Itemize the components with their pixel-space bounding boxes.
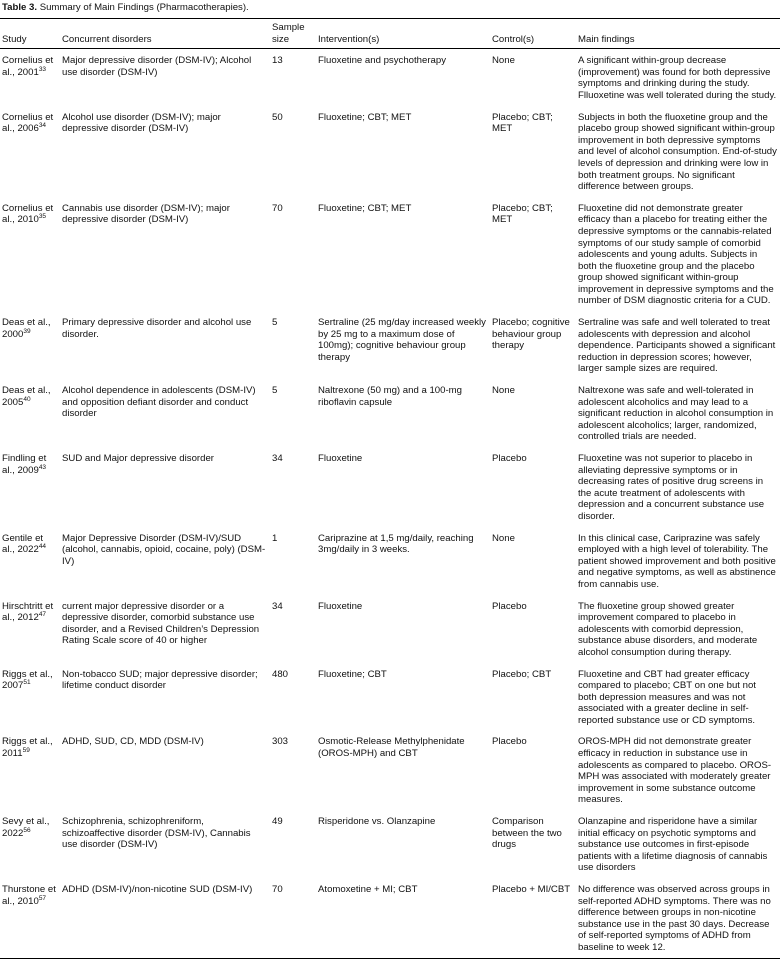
disorders-cell: Major Depressive Disorder (DSM-IV)/SUD (alcohol, cannabis, opioid, cocaine, poly) (DSM-IV): [62, 532, 266, 567]
reference-number: 34: [38, 121, 47, 129]
intervention-cell: Fluoxetine: [318, 600, 363, 612]
reference-number: 57: [38, 894, 47, 902]
findings-cell: Fluoxetine did not demonstrate greater efficacy than a placebo for treating either the depressive symptoms or the cannabis-related symptoms of our study sample of comorbid adolescents and young adults. Subjects in both the fluoxetine group and the placebo group showed significant within-group improvement in depressive symptoms and the number of DSM diagnostic criteria for a CUD.: [578, 202, 774, 307]
control-cell: Placebo: [492, 600, 527, 612]
reference-number: 33: [38, 65, 47, 73]
study-name: Cornelius et al., 2010: [2, 202, 54, 226]
table-row: [0, 49, 780, 106]
reference-number: 56: [23, 826, 31, 834]
study-cell: [0, 311, 60, 379]
disorders-cell: SUD and Major depressive disorder: [62, 453, 214, 464]
reference-number: 59: [22, 746, 30, 754]
table-body: [0, 49, 780, 958]
table-title: Summary of Main Findings (Pharmacotherapies).: [39, 2, 249, 13]
header-sample-size: Sample size: [272, 22, 305, 45]
findings-cell: A significant within-group decrease (improvement) was found for both depressive symptoms and drinking during the study. Flluoxetine was well tolerated during the study.: [578, 55, 777, 101]
disorders-cell: Alcohol dependence in adolescents (DSM-IV) and opposition defiant disorder and conduct disorder: [62, 385, 256, 420]
control-cell: Placebo; CBT; MET: [492, 111, 553, 135]
disorders-cell: Non-tobacco SUD; major depressive disorder; lifetime conduct disorder: [62, 668, 258, 692]
control-cell: Placebo; cognitive behaviour group therapy: [492, 317, 570, 352]
disorders-cell: Cannabis use disorder (DSM-IV); major depressive disorder (DSM-IV): [62, 202, 230, 226]
sample-size-cell: 5: [272, 317, 278, 329]
table-row: [0, 663, 780, 731]
study-cell: [0, 730, 60, 810]
reference-number: 51: [23, 678, 31, 686]
header-controls: Control(s): [492, 33, 535, 45]
sample-size-cell: 70: [272, 202, 283, 214]
sample-size-cell: 303: [272, 736, 289, 748]
intervention-cell: Fluoxetine; CBT: [318, 668, 387, 680]
reference-number: 44: [38, 542, 47, 550]
control-cell: None: [492, 532, 515, 544]
study-cell: [0, 379, 60, 447]
disorders-cell: Schizophrenia, schizophreniform, schizoaffective disorder (DSM-IV), Cannabis use disorder (DSM-IV): [62, 816, 251, 851]
intervention-cell: Fluoxetine; CBT; MET: [318, 202, 412, 214]
intervention-cell: Risperidone vs. Olanzapine: [318, 816, 436, 828]
disorders-cell: ADHD, SUD, CD, MDD (DSM-IV): [62, 736, 204, 748]
intervention-cell: Fluoxetine; CBT; MET: [318, 111, 412, 123]
study-cell: [0, 527, 60, 595]
findings-cell: Fluoxetine was not superior to placebo in alleviating depressive symptoms or in decreasing rates of positive drug screens in the acute treatment of adolescents with depression and a concurrent substance use disorder.: [578, 453, 765, 522]
findings-cell: Subjects in both the fluoxetine group and the placebo group showed significant within-group improvement in both depressive symptoms and level of alcohol consumption. End-of-study levels of depression and drinking were low in both treatment groups. No significant difference between groups.: [578, 111, 777, 193]
study-cell: [0, 663, 60, 731]
study-cell: [0, 447, 60, 527]
study-name: Thurstone et al., 2010: [2, 884, 56, 907]
intervention-cell: Sertraline (25 mg/day increased weekly by 25 mg to a maximum dose of 100mg); cognitive behaviour group therapy: [318, 317, 486, 363]
study-cell: [0, 49, 60, 106]
sample-size-cell: 50: [272, 111, 283, 123]
findings-cell: Fluoxetine and CBT had greater efficacy compared to placebo; CBT on one but not both depression measures and was not associated with a greater decline in self-reported substance use or CD symptoms.: [578, 668, 756, 726]
intervention-cell: Naltrexone (50 mg) and a 100-mg riboflavin capsule: [318, 385, 462, 408]
study-cell: [0, 810, 60, 878]
study-cell: [0, 878, 60, 958]
table-row: [0, 810, 780, 878]
table-row: [0, 379, 780, 447]
table-caption: [0, 0, 780, 18]
findings-table: [0, 18, 780, 959]
disorders-cell: current major depressive disorder or a depressive disorder, comorbid substance use disorder, and a Revised Children’s Depression Rating Scale score of 40 or higher: [62, 600, 260, 647]
reference-number: 39: [23, 327, 31, 335]
disorders-cell: Alcohol use disorder (DSM-IV); major depressive disorder (DSM-IV): [62, 111, 221, 135]
findings-cell: Olanzapine and risperidone have a similar initial efficacy on psychotic symptoms and substance use outcomes in first-episode patients with a lifetime diagnosis of cannabis use disorders: [578, 816, 768, 874]
study-name: Gentile et al., 2022: [2, 532, 44, 556]
control-cell: Placebo: [492, 453, 527, 464]
intervention-cell: Atomoxetine + MI; CBT: [318, 884, 418, 895]
study-cell: [0, 595, 60, 663]
intervention-cell: Fluoxetine: [318, 453, 363, 464]
intervention-cell: Osmotic-Release Methylphenidate (OROS-MPH) and CBT: [318, 736, 465, 760]
table-row: [0, 527, 780, 595]
study-name: Hirschtritt et al., 2012: [2, 600, 54, 624]
study-name: Cornelius et al., 2006: [2, 111, 54, 135]
findings-cell: Sertraline was safe and well tolerated to treat adolescents with depression and alcohol dependence. Participants showed a significant reduction in depression scores; however, larger sample sizes are required.: [578, 317, 776, 375]
control-cell: Comparison between the two drugs: [492, 816, 562, 851]
study-name: Deas et al., 2005: [2, 385, 51, 408]
table-row: [0, 106, 780, 197]
findings-cell: Naltrexone was safe and well-tolerated in adolescent alcoholics and may lead to a significant reduction in alcohol consumption in adolescent alcoholics; larger, randomized, controlled trials are needed.: [578, 385, 774, 443]
disorders-cell: Primary depressive disorder and alcohol use disorder.: [62, 317, 252, 340]
intervention-cell: Cariprazine at 1,5 mg/daily, reaching 3mg/daily in 3 weeks.: [318, 532, 474, 556]
disorders-cell: Major depressive disorder (DSM-IV); Alcohol use disorder (DSM-IV): [62, 55, 252, 78]
table-row: [0, 447, 780, 527]
findings-cell: The fluoxetine group showed greater improvement compared to placebo in adolescents with comorbid depression, substance abuse disorders, and moderate alcohol consumption during therapy.: [578, 600, 758, 658]
findings-cell: OROS-MPH did not demonstrate greater efficacy in reduction in substance use in adolescents as compared to placebo. OROS-MPH was associated with moderately greater improvement in some substance outcome measures.: [578, 736, 772, 806]
table-row: [0, 730, 780, 810]
study-name: Deas et al., 2000: [2, 317, 51, 340]
study-name: Findling et al., 2009: [2, 453, 47, 476]
control-cell: None: [492, 55, 515, 67]
header-findings: Main findings: [578, 33, 635, 45]
header-interventions: Intervention(s): [318, 33, 380, 45]
study-name: Riggs et al., 2011: [2, 736, 53, 760]
table-label: Table 3.: [2, 2, 38, 13]
reference-number: 35: [38, 213, 47, 221]
table-row: [0, 878, 780, 958]
control-cell: Placebo; CBT; MET: [492, 202, 553, 226]
control-cell: Placebo; CBT: [492, 668, 552, 680]
findings-cell: No difference was observed across groups in self-reported ADHD symptoms. There was no difference between groups in non-nicotine substance use in the past 30 days. Decrease of self-reported symptoms of ADHD from baseline to week 12.: [578, 884, 771, 953]
study-cell: [0, 197, 60, 311]
study-cell: [0, 106, 60, 197]
study-name: Sevy et al., 2022: [2, 816, 50, 839]
findings-cell: In this clinical case, Cariprazine was safely employed with a high level of tolerability. The patient showed improvement and both positive and negative symptoms, as well as abstinence from cannabis use.: [578, 532, 776, 590]
control-cell: Placebo: [492, 736, 527, 748]
study-name: Riggs et al., 2007: [2, 668, 53, 692]
header-row: [0, 19, 780, 49]
reference-number: 40: [23, 395, 31, 403]
study-name: Cornelius et al., 2001: [2, 55, 54, 78]
sample-size-cell: 1: [272, 532, 278, 544]
reference-number: 43: [38, 463, 47, 471]
table-row: [0, 595, 780, 663]
disorders-cell: ADHD (DSM-IV)/non-nicotine SUD (DSM-IV): [62, 884, 253, 895]
sample-size-cell: 5: [272, 385, 278, 397]
sample-size-cell: 49: [272, 816, 283, 828]
header-study: Study: [2, 33, 27, 45]
table-row: [0, 197, 780, 311]
header-disorders: Concurrent disorders: [62, 33, 152, 45]
sample-size-cell: 70: [272, 884, 283, 895]
intervention-cell: Fluoxetine and psychotherapy: [318, 55, 446, 67]
control-cell: None: [492, 385, 515, 397]
table-row: [0, 311, 780, 379]
sample-size-cell: 34: [272, 453, 283, 464]
control-cell: Placebo + MI/CBT: [492, 884, 571, 895]
sample-size-cell: 480: [272, 668, 289, 680]
sample-size-cell: 13: [272, 55, 283, 67]
reference-number: 47: [38, 610, 47, 618]
sample-size-cell: 34: [272, 600, 283, 612]
